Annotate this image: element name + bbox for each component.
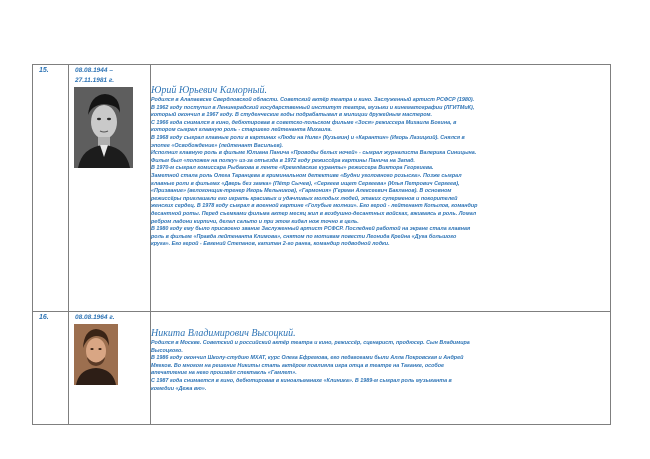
bio-line: В 1980 году ему было присвоено звание Заслуженный артист РСФСР. Последней работой на экране стала главная [151,226,471,233]
table-row [33,65,611,312]
bio-line: С 1987 года снимается в кино, дебютировав в киноальманахе «Клиника». В 1989-м сыграл роль музыканта в [151,377,452,384]
bio-line: роль в фильме «Правда лейтенанта Климова», снятом по мотивам повести Леонида Крейна «Дуга большого [151,233,457,240]
entry-biography-cell [151,312,611,425]
entry-biography-cell [151,65,611,312]
bio-line: В 1986 году окончил Школу-студию МХАТ, курс Олега Ефремова, его педагогами были Алла Покровская и Андрей [151,355,464,362]
bio-line: десантной роты. Перед съемками фильма актер месяц жил в воздушно-десантных войсках, вживаясь в роль. Ломал [151,210,477,217]
entry-date-end: 27.11.1981 г. [75,77,115,84]
table-row [33,312,611,425]
entry-date-cell [69,65,151,312]
biography-table [32,64,611,425]
person-name: Юрий Юрьевич Каморный. [151,85,268,96]
entry-number-cell [33,312,69,425]
bio-line: «Призвание» (велогонщик-тренер Игорь Мельников), «Гармония» (Герман Алексеевич Бакланов). В основном [151,188,452,195]
bio-line: Высоцкого. [151,347,183,354]
bio-line: женских сердец. В 1978 году сыграл в военной картине «Голубые молнии». Его герой - лейтенант Копылов, командир [151,203,478,210]
entry-number: 16. [39,314,49,321]
bio-line: В 1962 году поступил в Ленинградский государственный институт театра, музыки и кинематографии (ЛГИТМиК), [151,104,475,111]
bio-line: комедии «Дежа вю». [151,385,207,392]
bio-line: В 1970-м сыграл комиссара Рыбакова в ленте «Кремлёвские куранты» режиссера Виктора Георгиева. [151,165,434,172]
entry-number-cell [33,65,69,312]
entry-date-start: 08.08.1944 – [75,67,113,74]
bio-line: котором сыграл главную роль - старшего лейтенанта Михаила. [151,127,332,134]
entry-date-start: 08.08.1964 г. [75,314,115,321]
bio-line: который окончил в 1967 году. В студенческие годы подрабатывал в милиции дружейным мастером. [151,112,433,119]
person-name: Никита Владимирович Высоцкий. [151,328,296,339]
bio-line: Родился в Алапаевске Свердловской области. Советский актёр театра и кино. Заслуженный артист РСФСР (1980). [151,97,475,103]
entry-number: 15. [39,67,49,74]
bio-line: Мягков. Во многом на решение Никиты стать актёром повлияла игра отца в театре на Таганке, особое [151,362,445,369]
bio-line: эпопее «Освобождение» (лейтенант Васильев). [151,142,284,149]
bio-line: Родился в Москве. Советский и российский актёр театра и кино, режиссёр, сценарист, продюсер. Сын Владимира [151,340,470,346]
bio-line: ребром ладони кирпичи, делал сальто и при этом кидал нож точно в цель. [151,218,359,225]
bio-line: С 1966 года снимался в кино, дебютировав в советско-польском фильме «Зося» режиссера Михаила Богина, в [151,119,457,126]
bio-line: В 1968 году сыграл главные роли в картинах «Люди на Ниле» (Кузьмин) и «Карантин» (Игорь Лазицкий). Снялся в [151,134,465,141]
entry-date-cell [69,312,151,425]
bio-line: впечатление на него произвёл спектакль «Гамлет». [151,370,297,377]
bio-line: Исполнил главную роль в фильме Юлиана Панича «Проводы белых ночей» - сыграл журналиста Валерика Синицына. [151,150,477,157]
bio-line: Заметной стала роль Олега Таранцева в криминальном детективе «Будни уголовного розыска». Позже сыграл [151,172,462,179]
bio-line: главные роли в фильмах «Дверь без замка» (Пётр Сычев), «Сергеев ищет Сергеева» (Илья Петрович Сергеев), [151,180,460,187]
actor-portrait-icon [74,324,118,385]
bio-line: режиссёры приглашали его играть красивых и удачливых молодых людей, этаких суперменов и покорителей [151,195,458,202]
bio-line: Фильм был «положен на полку» из-за отъезда в 1972 году режиссёра картины Панича на Запад. [151,157,415,164]
actor-portrait-icon [74,87,133,168]
bio-line: круга». Его герой - Евгений Степанов, капитан 2-го ранга, командир подводной лодки. [151,241,390,248]
